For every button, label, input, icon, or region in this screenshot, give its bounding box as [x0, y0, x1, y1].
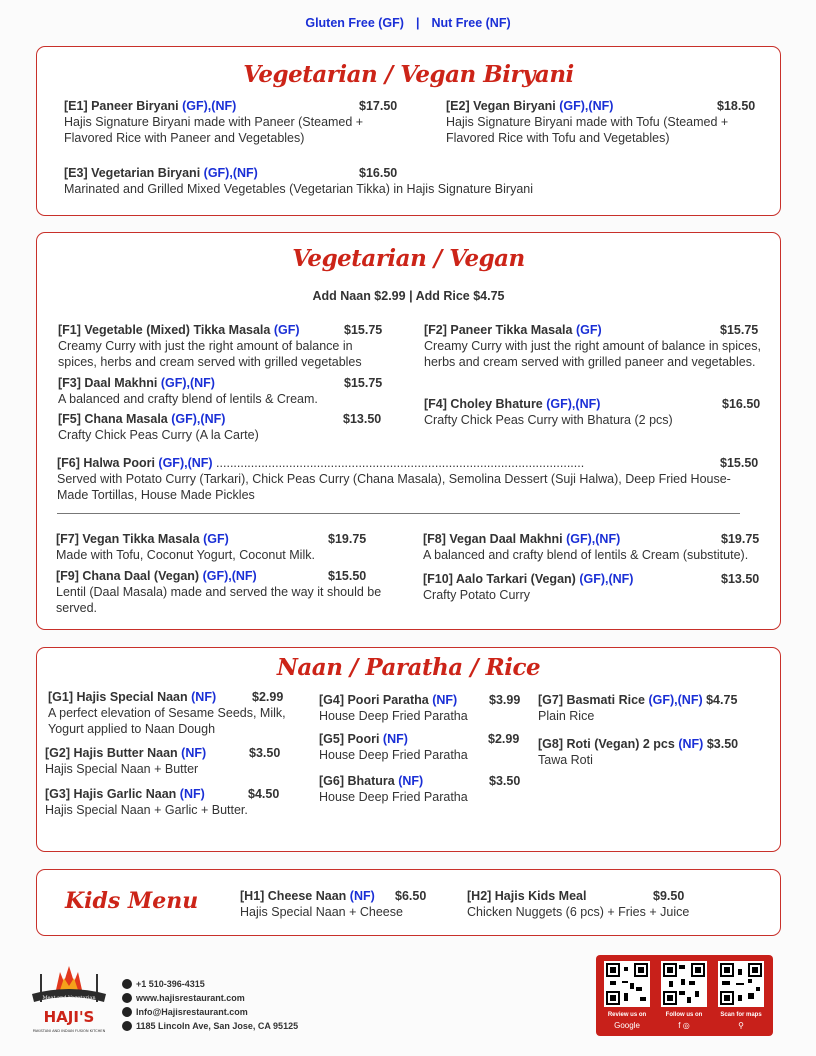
diet-tags: (GF),(NF)	[182, 99, 237, 113]
diet-tags: (GF),(NF)	[648, 693, 703, 707]
item-price: $3.50	[249, 746, 281, 760]
diet-tags: (NF)	[432, 693, 458, 707]
menu-item-f10: [F10] Aalo Tarkari (Vegan) (GF),(NF) $13.50 Crafty Potato Curry	[423, 571, 768, 603]
menu-item-f8: [F8] Vegan Daal Makhni (GF),(NF) $19.75 A balanced and crafty blend of lentils & Cream (substitute).	[423, 531, 773, 563]
diet-tags: (NF)	[382, 732, 408, 746]
item-description: Made with Tofu, Coconut Yogurt, Coconut Milk.	[56, 548, 315, 562]
vegetarian-section	[36, 232, 781, 630]
item-description: Crafty Chick Peas Curry with Bhatura (2 pcs)	[424, 413, 673, 427]
menu-item-f3: [F3] Daal Makhni (GF),(NF) $15.75 A balanced and crafty blend of lentils & Cream.	[58, 375, 393, 407]
location-icon	[122, 1021, 132, 1031]
qr-code-panel	[596, 955, 773, 1036]
diet-tags: (NF)	[678, 737, 704, 751]
item-price: $16.50	[722, 397, 761, 411]
item-price: $19.75	[721, 532, 760, 546]
naan-section	[36, 647, 781, 852]
item-description: Hajis Signature Biryani made with Tofu (Steamed + Flavored Rice with Tofu and Vegetables)	[446, 115, 729, 145]
item-description: Hajis Special Naan + Garlic + Butter.	[45, 803, 248, 817]
diet-legend	[0, 16, 816, 30]
contact-info	[122, 977, 298, 1033]
menu-item-f1: [F1] Vegetable (Mixed) Tikka Masala (GF) $15.75 Creamy Curry with just the right amount of balance in spices, herbs and cream served with grilled vegetables	[58, 322, 393, 370]
item-price: $18.50	[717, 99, 756, 113]
logo-tagline: Meat and Vegetarian	[42, 995, 96, 1001]
diet-tags: (NF)	[191, 690, 217, 704]
legend-nf: Nut Free (NF)	[431, 16, 511, 30]
email-link[interactable]: Info@Hajisrestaurant.com	[136, 1007, 248, 1017]
item-description: Creamy Curry with just the right amount of balance in spices, herbs and cream served with grilled paneer and vegetables.	[424, 339, 761, 369]
item-price: $15.50	[328, 569, 367, 583]
logo-name: HAJI'S	[43, 1008, 95, 1026]
item-description: House Deep Fried Paratha	[319, 709, 468, 723]
item-price: $3.99	[489, 693, 521, 707]
menu-item-f6: [F6] Halwa Poori (GF),(NF) .......................................................................................................... $15.50 Served with Potato Curry (Tarkari), Chick Peas Curry (Chana Masala), Semolina Dessert (Suji Halwa), Deep Fried House-Made Tortillas, House Made Pickles	[57, 455, 762, 503]
menu-item-f7: [F7] Vegan Tikka Masala (GF) $19.75 Made with Tofu, Coconut Yogurt, Coconut Milk.	[56, 531, 396, 563]
diet-tags: (GF),(NF)	[566, 532, 621, 546]
diet-tags: (GF),(NF)	[158, 456, 213, 470]
diet-tags: (GF),(NF)	[559, 99, 614, 113]
item-description: Hajis Special Naan + Cheese	[240, 905, 403, 919]
item-price: $3.50	[706, 737, 739, 751]
item-price: $2.99	[252, 690, 284, 704]
qr-label-maps: Scan for maps	[720, 1012, 762, 1018]
diet-tags: (GF),(NF)	[160, 376, 215, 390]
menu-item-h1: [H1] Cheese Naan (NF) $6.50 Hajis Special Naan + Cheese	[240, 888, 440, 920]
qr-code-maps[interactable]	[718, 961, 764, 1007]
diet-tags: (NF)	[398, 774, 424, 788]
menu-item-e3: [E3] Vegetarian Biryani (GF),(NF) $16.50 Marinated and Grilled Mixed Vegetables (Vegetarian Tikka) in Hajis Signature Biryani	[64, 165, 744, 197]
section-title-vegetarian: Vegetarian / Vegan	[292, 245, 525, 272]
google-logo-icon: Google	[614, 1021, 640, 1030]
item-description: A perfect elevation of Sesame Seeds, Milk, Yogurt applied to Naan Dough	[48, 706, 286, 736]
item-description: A balanced and crafty blend of lentils & Cream.	[58, 392, 318, 406]
item-price: $13.50	[721, 572, 760, 586]
item-description: Lentil (Daal Masala) made and served the way it should be served.	[56, 585, 382, 615]
diet-tags: (GF)	[273, 323, 300, 337]
item-price: $16.50	[359, 166, 398, 180]
diet-tags: (GF)	[575, 323, 602, 337]
diet-tags: (GF)	[203, 532, 229, 546]
menu-item-f4: [F4] Choley Bhature (GF),(NF) $16.50 Crafty Chick Peas Curry with Bhatura (2 pcs)	[424, 396, 764, 428]
diet-tags: (GF),(NF)	[203, 166, 258, 180]
menu-item-g5: [G5] Poori (NF) $2.99 House Deep Fried Paratha	[319, 731, 529, 763]
qr-label-follow: Follow us on	[665, 1012, 703, 1018]
diet-tags: (GF),(NF)	[171, 412, 226, 426]
social-icons: f ◎	[678, 1021, 690, 1030]
menu-item-g1: [G1] Hajis Special Naan (NF) $2.99 A perfect elevation of Sesame Seeds, Milk, Yogurt applied to Naan Dough	[48, 689, 288, 737]
item-description: A balanced and crafty blend of lentils & Cream (substitute).	[423, 548, 749, 562]
menu-item-g8: [G8] Roti (Vegan) 2 pcs (NF) $3.50 Tawa Roti	[538, 736, 763, 768]
item-description: Creamy Curry with just the right amount of balance in spices, herbs and cream served with grilled vegetables	[58, 339, 362, 369]
menu-item-g4: [G4] Poori Paratha (NF) $3.99 House Deep Fried Paratha	[319, 692, 529, 724]
diet-tags: (NF)	[181, 746, 207, 760]
diet-tags: (NF)	[179, 787, 205, 801]
item-description: Hajis Signature Biryani made with Paneer (Steamed + Flavored Rice with Paneer and Vegetables)	[64, 115, 364, 145]
qr-label-review: Review us on	[607, 1012, 647, 1018]
item-description: House Deep Fried Paratha	[319, 790, 468, 804]
item-price: $17.50	[359, 99, 398, 113]
website-link[interactable]: www.hajisrestaurant.com	[136, 993, 245, 1003]
qr-code-social[interactable]	[661, 961, 707, 1007]
item-price: $9.50	[653, 889, 685, 903]
diet-tags: (GF),(NF)	[546, 397, 601, 411]
legend-separator: |	[415, 16, 420, 30]
phone-icon	[122, 979, 132, 989]
phone-number[interactable]: +1 510-396-4315	[136, 979, 205, 989]
item-price: $15.75	[720, 323, 759, 337]
add-ons-line: Add Naan $2.99 | Add Rice $4.75	[312, 289, 505, 303]
section-divider	[57, 513, 740, 514]
item-description: Plain Rice	[538, 709, 595, 723]
menu-item-g7: [G7] Basmati Rice (GF),(NF) $4.75 Plain Rice	[538, 692, 763, 724]
item-description: Chicken Nuggets (6 pcs) + Fries + Juice	[467, 905, 690, 919]
item-price: $15.50	[720, 456, 759, 470]
logo-subtitle: PAKISTANI AND INDIAN FUSION KITCHEN	[32, 1029, 106, 1033]
address: 1185 Lincoln Ave, San Jose, CA 95125	[136, 1021, 299, 1031]
globe-icon	[122, 993, 132, 1003]
qr-code-google-review[interactable]	[604, 961, 650, 1007]
diet-tags: (NF)	[349, 889, 375, 903]
item-description: Marinated and Grilled Mixed Vegetables (Vegetarian Tikka) in Hajis Signature Biryani	[64, 182, 533, 196]
hajis-logo	[26, 962, 112, 1042]
item-description: Crafty Potato Curry	[423, 588, 530, 602]
menu-item-g6: [G6] Bhatura (NF) $3.50 House Deep Fried Paratha	[319, 773, 529, 805]
item-description: Hajis Special Naan + Butter	[45, 762, 199, 776]
item-price: $2.99	[488, 732, 520, 746]
section-title-biryani: Vegetarian / Vegan Biryani	[243, 61, 574, 88]
leader-dots: ..........................................................................................................	[212, 456, 585, 470]
item-price: $19.75	[328, 532, 367, 546]
item-price: $13.50	[343, 412, 382, 426]
item-price: $15.75	[344, 376, 383, 390]
item-price: $15.75	[344, 323, 383, 337]
item-description: Served with Potato Curry (Tarkari), Chick Peas Curry (Chana Masala), Semolina Dessert (Suji Halwa), Deep Fried House-Made Tortillas, House Made Pickles	[57, 472, 731, 502]
menu-item-f2: [F2] Paneer Tikka Masala (GF) $15.75 Creamy Curry with just the right amount of balance in spices, herbs and cream served with grilled paneer and vegetables.	[424, 322, 764, 370]
item-price: $6.50	[395, 889, 427, 903]
menu-item-h2: [H2] Hajis Kids Meal $9.50 Chicken Nuggets (6 pcs) + Fries + Juice	[467, 888, 747, 920]
item-description: Crafty Chick Peas Curry (A la Carte)	[58, 428, 259, 442]
menu-item-e1: [E1] Paneer Biryani (GF),(NF) $17.50 Hajis Signature Biryani made with Paneer (Steamed + Flavored Rice with Paneer and Vegetables)	[64, 98, 404, 146]
diet-tags: (GF),(NF)	[579, 572, 634, 586]
menu-item-g3: [G3] Hajis Garlic Naan (NF) $4.50 Hajis Special Naan + Garlic + Butter.	[45, 786, 295, 818]
item-price: $4.50	[248, 787, 280, 801]
diet-tags: (GF),(NF)	[202, 569, 257, 583]
menu-item-g2: [G2] Hajis Butter Naan (NF) $3.50 Hajis Special Naan + Butter	[45, 745, 295, 777]
item-description: Tawa Roti	[538, 753, 593, 767]
menu-item-f5: [F5] Chana Masala (GF),(NF) $13.50 Crafty Chick Peas Curry (A la Carte)	[58, 411, 393, 443]
map-pin-icon: ⚲	[738, 1021, 744, 1030]
item-price: $4.75	[706, 693, 738, 707]
biryani-section	[36, 46, 781, 216]
email-icon	[122, 1007, 132, 1017]
item-price: $3.50	[489, 774, 521, 788]
section-title-kids: Kids Menu	[65, 888, 199, 914]
item-description: House Deep Fried Paratha	[319, 748, 468, 762]
section-title-naan: Naan / Paratha / Rice	[276, 654, 541, 681]
menu-item-f9: [F9] Chana Daal (Vegan) (GF),(NF) $15.50 Lentil (Daal Masala) made and served the way it should be served.	[56, 568, 391, 616]
legend-gf: Gluten Free (GF)	[305, 16, 404, 30]
menu-item-e2: [E2] Vegan Biryani (GF),(NF) $18.50 Hajis Signature Biryani made with Tofu (Steamed + Flavored Rice with Tofu and Vegetables)	[446, 98, 766, 146]
kids-section	[36, 869, 781, 936]
